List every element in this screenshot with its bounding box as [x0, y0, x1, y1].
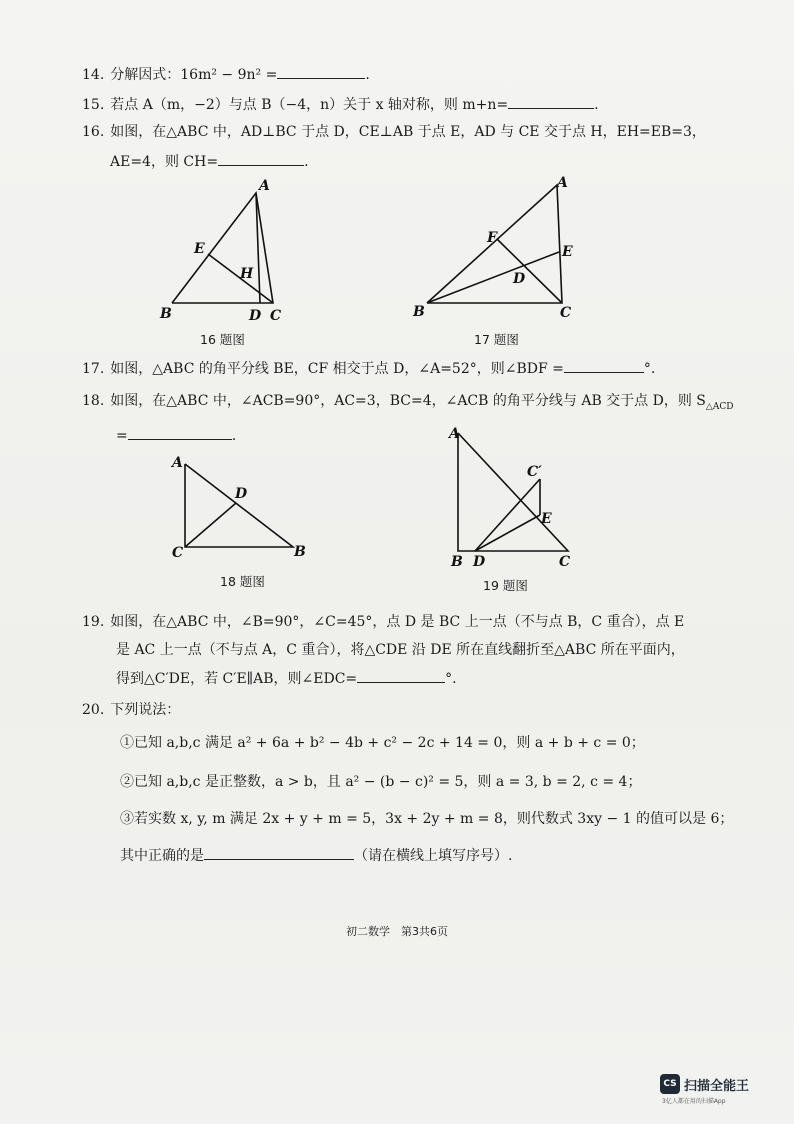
question-text-line3: 得到△C′DE，若 C′E∥AB，则∠EDC=	[116, 671, 358, 687]
statement-1: ①已知 a,b,c 满足 a² + 6a + b² − 4b + c² − 2c + 14 = 0，则 a + b + c = 0；	[120, 735, 645, 751]
question-20-answer-line	[120, 845, 512, 866]
question-number: 18.	[82, 393, 105, 409]
question-text: 下列说法：	[110, 702, 181, 718]
question-number: 16.	[82, 124, 105, 140]
label-c: C	[172, 545, 184, 561]
question-number: 17.	[82, 361, 105, 377]
question-text-line1: 如图，在△ABC 中，AD⊥BC 于点 D，CE⊥AB 于点 E，AD 与 CE 交于点 H，EH=EB=3，	[110, 124, 706, 140]
punctuation: .	[304, 154, 309, 170]
question-text: 如图，△ABC 的角平分线 BE，CF 相交于点 D，∠A=52°，则∠BDF =	[110, 361, 564, 377]
label-d: D	[513, 271, 526, 287]
figure-19	[445, 424, 580, 572]
answer-blank[interactable]	[204, 845, 354, 860]
question-18-line2	[116, 425, 236, 446]
figure-17-caption: 17 题图	[474, 332, 519, 347]
punctuation: .	[365, 67, 370, 83]
label-b: B	[294, 544, 306, 560]
statement-2: ②已知 a,b,c 是正整数，a > b，且 a² − (b − c)² = 5，则 a = 3, b = 2, c = 4；	[120, 774, 642, 790]
answer-blank[interactable]	[277, 64, 365, 79]
label-e: E	[541, 511, 552, 527]
question-14	[82, 64, 370, 85]
label-a: A	[449, 426, 460, 442]
question-16-line2	[110, 151, 309, 172]
question-16	[82, 122, 706, 142]
question-number: 14.	[82, 67, 105, 83]
answer-suffix: （请在横线上填写序号）.	[354, 848, 513, 864]
segment-de	[475, 515, 540, 551]
answer-blank[interactable]	[218, 151, 304, 166]
label-d: D	[473, 554, 486, 570]
figure-16	[150, 176, 300, 326]
question-text-line2: 是 AC 上一点（不与点 A，C 重合），将△CDE 沿 DE 所在直线翻折至△ABC 所在平面内，	[116, 642, 685, 658]
question-15	[82, 94, 599, 115]
label-a: A	[172, 455, 183, 471]
question-17	[82, 358, 655, 379]
punctuation: °.	[643, 361, 656, 377]
label-e: E	[562, 244, 573, 260]
statement-3: ③若实数 x, y, m 满足 2x + y + m = 5，3x + 2y + m = 8，则代数式 3xy − 1 的值可以是 6；	[120, 811, 734, 827]
label-a: A	[259, 178, 270, 194]
question-text-line1: 如图，在△ABC 中，∠B=90°，∠C=45°，点 D 是 BC 上一点（不与点 B，C 重合），点 E	[110, 614, 685, 630]
label-e: E	[194, 241, 205, 257]
question-19	[82, 612, 684, 632]
answer-blank[interactable]	[564, 358, 644, 373]
label-d: D	[249, 308, 262, 324]
question-text-line2: AE=4，则 CH=	[110, 154, 219, 170]
figure-18-caption: 18 题图	[220, 574, 265, 589]
label-b: B	[160, 306, 172, 322]
question-number: 19.	[82, 614, 105, 630]
punctuation: °.	[445, 671, 457, 687]
label-a: A	[557, 175, 568, 191]
segment-cd	[185, 503, 236, 547]
figure-17	[405, 172, 595, 324]
figure-19-caption: 19 题图	[483, 578, 528, 593]
watermark-subtitle: 3亿人都在用的扫描App	[662, 1098, 726, 1105]
label-c: C	[560, 305, 572, 321]
answer-blank[interactable]	[508, 94, 594, 109]
question-number: 20.	[82, 702, 105, 718]
subscript: △ACD	[705, 401, 734, 412]
equals-sign: =	[116, 428, 128, 444]
page-footer: 初二数学 第3共6页	[346, 925, 448, 938]
label-c: C	[559, 554, 571, 570]
question-text: 若点 A（m，−2）与点 B（−4，n）关于 x 轴对称，则 m+n=	[110, 97, 509, 113]
question-19-line3	[116, 668, 457, 689]
question-text: 如图，在△ABC 中，∠ACB=90°，AC=3，BC=4，∠ACB 的角平分线与 AB 交于点 D，则 S	[110, 393, 706, 409]
triangle-abc	[185, 464, 293, 547]
question-18	[82, 391, 733, 417]
question-text: 分解因式：16m² − 9n² =	[110, 67, 278, 83]
answer-blank[interactable]	[357, 668, 445, 683]
figure-16-caption: 16 题图	[200, 332, 245, 347]
label-b: B	[413, 304, 425, 320]
segment-cf	[497, 239, 562, 303]
label-d: D	[235, 486, 248, 502]
label-c: C	[270, 308, 282, 324]
figure-18	[168, 452, 313, 562]
label-h: H	[240, 266, 254, 282]
scanner-watermark	[660, 1072, 760, 1104]
punctuation: .	[231, 428, 237, 444]
label-f: F	[487, 230, 497, 246]
question-number: 15.	[82, 97, 105, 113]
segment-dc-prime	[475, 479, 540, 551]
question-20	[82, 700, 180, 720]
segment-be	[427, 252, 559, 303]
triangle-abc	[458, 433, 568, 551]
question-19-line2	[116, 640, 685, 660]
answer-prefix: 其中正确的是	[120, 848, 204, 864]
punctuation: .	[594, 97, 599, 113]
answer-blank[interactable]	[128, 425, 232, 440]
label-c-prime: C′	[527, 464, 542, 480]
label-b: B	[451, 554, 463, 570]
camscanner-logo-icon: CS	[660, 1074, 680, 1094]
watermark-name: 扫描全能王	[684, 1079, 750, 1094]
